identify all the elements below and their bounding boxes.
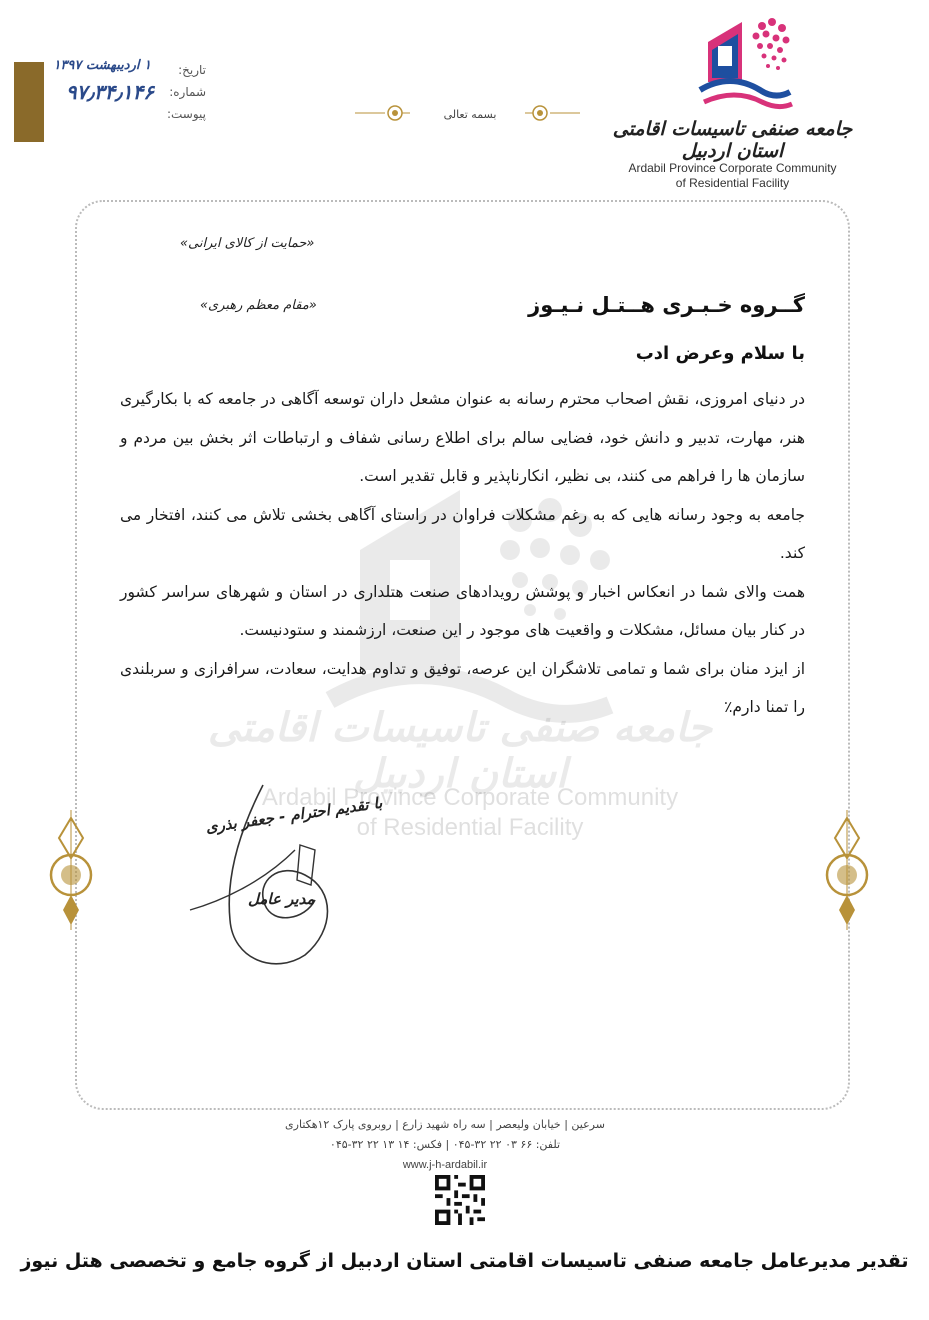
letter-meta (46, 60, 206, 126)
slogan-attribution: «مقام معظم رهبری» (200, 298, 317, 313)
side-ornament-left-icon (42, 810, 100, 930)
watermark-title-fa: جامعه صنفی تاسیسات اقامتی استان اردبیل (207, 705, 713, 797)
letter-footer (250, 1115, 640, 1175)
signer-title: مدیر عامل (248, 890, 315, 908)
watermark-title-en-line2: of Residential Facility (356, 814, 584, 841)
date-value: ۱ اردیبهشت ۱۳۹۷ (53, 58, 151, 73)
number-value: ۹۷٫۳۴٫۱۴۶ (65, 80, 154, 104)
footer-url: www.j-h-ardabil.ir (402, 1159, 488, 1171)
logo-title-en-line2: of Residential Facility (675, 176, 790, 190)
letter-paragraph: همت والای شما در انعکاس اخبار و پوشش رویدادهای صنعت هتلداری در استان و شهرهای سراسر کشور در کنار بیان مسائل، مشکلات و واقعیت های موجود ر این صنعت، ارزشمند و ستودنیست. (120, 582, 805, 639)
attachment-label: پیوست: (166, 107, 206, 121)
letter-recipient: گــروه خـبـری هــتـل نـیـوز (528, 293, 805, 317)
watermark-title-en-line1: Ardabil Province Corporate Community (261, 784, 679, 811)
footer-phones: تلفن: ۶۶ ۰۳ ۲۲ ۳۲-۰۴۵ | فکس: ۱۴ ۱۳ ۲۲ ۳۲-۰۴۵ (329, 1138, 561, 1151)
letter-greeting: با سلام وعرض ادب (635, 343, 805, 364)
date-label: تاریخ: (178, 63, 206, 77)
qr-code-icon (434, 1175, 486, 1225)
letter-paragraph: جامعه به وجود رسانه هایی که به رغم مشکلات فراوان در راستای آگاهی بخشی تلاش می کنند، افتخار می کند. (120, 505, 805, 562)
side-ornament-right-icon (818, 810, 876, 930)
slogan-quote: «حمایت از کالای ایرانی» (180, 236, 315, 251)
gold-edge-tab (14, 62, 44, 142)
logo-title-en-line1: Ardabil Province Corporate Community (628, 161, 837, 175)
letter-closing: با تقدیم احترام - جعفر بذری (204, 793, 384, 837)
ornament-right-icon (525, 104, 580, 122)
image-caption: تقدیر مدیرعامل جامعه صنفی تاسیسات اقامتی استان اردبیل از گروه جامع و تخصصی هتل نیوز (20, 1250, 909, 1272)
community-logo-icon (690, 12, 800, 117)
logo-title-fa: جامعه صنفی تاسیسات اقامتی استان اردبیل (612, 118, 853, 162)
letter-body (120, 380, 805, 727)
letter-paragraph: از ایزد منان برای شما و تمامی تلاشگران این عرصه، توفیق و تداوم هدایت، سعادت، سرافرازی و سربلندی را تمنا دارم٪ (120, 659, 805, 716)
letter-paragraph: در دنیای امروزی، نقش اصحاب محترم رسانه به عنوان مشعل داران توسعه آگاهی در جامعه که با بکارگیری هنر، مهارت، تدبیر و دانش خود، فضایی سالم برای اطلاع رسانی شفاف و ارتباطات اثر بخش بین مردم و سازمان ها را فراهم می کنند، بی نظیر، انکارناپذیر و قابل تقدیر است. (120, 390, 805, 485)
bismillah: بسمه تعالی (443, 108, 497, 121)
footer-address: سرعین | خیابان ولیعصر | سه راه شهید زارع | روبروی پارک ۱۲هکتاری (285, 1118, 605, 1131)
number-label: شماره: (169, 85, 206, 99)
